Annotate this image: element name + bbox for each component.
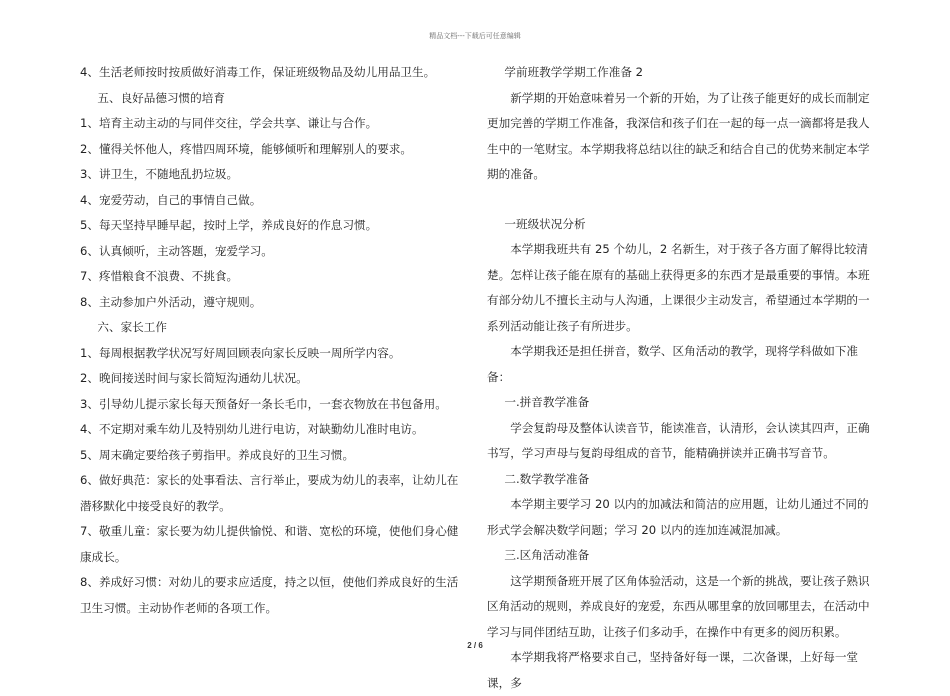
section-heading: 一.拼音教学准备 <box>504 395 590 409</box>
paragraph: 4、生活老师按时按质做好消毒工作，保证班级物品及幼儿用品卫生。 <box>80 65 436 79</box>
page-header: 精品文档---下载后可任意编辑 <box>429 32 521 40</box>
paragraph: 8、主动参加户外活动，遵守规则。 <box>80 294 262 309</box>
section-heading: 五、良好品德习惯的培育 <box>97 90 225 105</box>
document-title: 学前班教学学期工作准备 2 <box>504 65 643 79</box>
paragraph: 7、疼惜粮食不浪费、不挑食。 <box>80 269 239 283</box>
paragraph: 本学期我还是担任拼音，数学、区角活动的教学，现将学科做如下准备： <box>487 344 859 384</box>
paragraph: 7、敬重儿童：家长要为幼儿提供愉悦、和谐、宽松的环境，使他们身心健康成长。 <box>80 524 459 564</box>
paragraph: 本学期我将严格要求自己，坚持备好每一课，二次备课，上好每一堂课，多 <box>487 650 859 690</box>
paragraph: 3、讲卫生，不随地乱扔垃圾。 <box>80 167 239 181</box>
paragraph: 6、认真倾听，主动答题，宠爱学习。 <box>80 243 273 258</box>
spacer <box>487 188 875 212</box>
left-column <box>80 60 465 621</box>
section-heading: 一班级状况分析 <box>504 216 586 231</box>
paragraph: 3、引导幼儿提示家长每天预备好一条长毛巾，一套衣物放在书包备用。 <box>80 396 447 411</box>
paragraph: 2、懂得关怀他人，疼惜四周环境，能够倾听和理解别人的要求。 <box>80 141 413 156</box>
section-heading: 二.数学教学准备 <box>504 471 590 486</box>
paragraph: 本学期我班共有 25 个幼儿，2 名新生，对于孩子各方面了解得比较清楚。怎样让孩子能在原有的基础上获得更多的东西才是最重要的事情。本班有部分幼儿不擅长主动与人沟通，上课很少主动发言，希望通过本学期的一系列活动能让孩子有所进步。 <box>487 242 870 333</box>
paragraph: 新学期的开始意味着另一个新的开始，为了让孩子能更好的成长而制定更加完善的学期工作准备，我深信和孩子们在一起的每一点一滴都将是我人生中的一笔财宝。本学期我将总结以往的缺乏和结合自己的优势来制定本学期的准备。 <box>487 90 870 181</box>
section-heading: 六、家长工作 <box>97 320 167 334</box>
paragraph: 6、做好典范：家长的处事看法、言行举止，要成为幼儿的表率，让幼儿在潜移默化中接受良好的教学。 <box>80 473 459 513</box>
paragraph: 这学期预备班开展了区角体验活动，这是一个新的挑战，要让孩子熟识区角活动的规则，养成良好的宠爱，东西从哪里拿的放回哪里去，在活动中学习与同伴团结互助，让孩子们多动手，在操作中有更多的阅历积累。 <box>487 573 870 639</box>
paragraph: 1、培育主动主动的与同伴交往，学会共享、谦让与合作。 <box>80 116 378 130</box>
paragraph: 8、养成好习惯：对幼儿的要求应适度，持之以恒，使他们养成良好的生活卫生习惯。主动协作老师的各项工作。 <box>80 575 459 615</box>
paragraph: 4、宠爱劳动，自己的事情自己做。 <box>80 192 262 207</box>
paragraph: 1、每周根据教学状况写好周回顾表向家长反映一周所学内容。 <box>80 345 401 360</box>
right-column <box>487 60 875 696</box>
paragraph: 学会复韵母及整体认读音节，能读准音，认清形，会认读其四声，正确书写，学习声母与复韵母组成的音节，能精确拼读并正确书写音节。 <box>487 420 870 460</box>
paragraph: 5、每天坚持早睡早起，按时上学，养成良好的作息习惯。 <box>80 218 378 232</box>
paragraph: 2、晚间接送时间与家长简短沟通幼儿状况。 <box>80 371 308 385</box>
page-number: 2 / 6 <box>467 641 483 650</box>
section-heading: 三.区角活动准备 <box>504 548 590 562</box>
paragraph: 5、周末确定要给孩子剪指甲。养成良好的卫生习惯。 <box>80 447 355 462</box>
paragraph: 4、不定期对乘车幼儿及特别幼儿进行电访，对缺勤幼儿准时电访。 <box>80 422 424 436</box>
paragraph: 本学期主要学习 20 以内的加减法和简洁的应用题，让幼儿通过不同的形式学会解决数学问题；学习 20 以内的连加连减混加减。 <box>487 497 869 537</box>
